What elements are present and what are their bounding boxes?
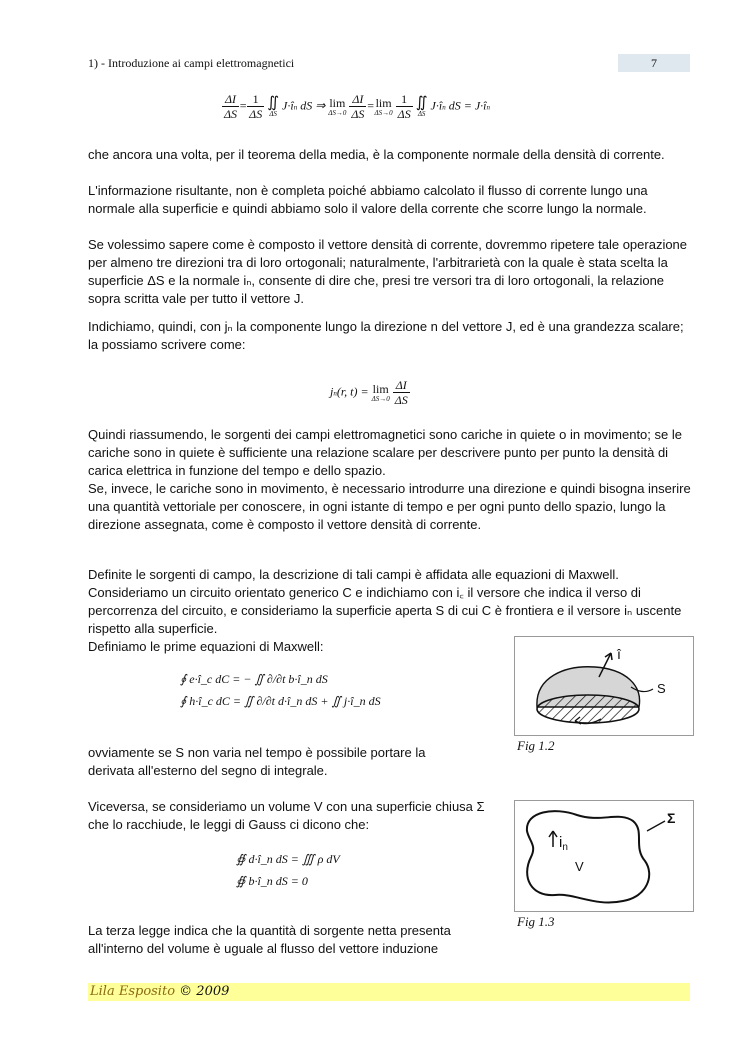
page-header <box>88 54 690 72</box>
equation-current-density: $\frac{\Delta I}{\Delta S}$ = $\frac{1}{\Delta S}$ ∬ ΔS J·în dS ⇒ lim ΔS→0 $\frac{\Delta I}{\Delta S}$ = lim ΔS→0 $\frac{1}{\Delta S}$ ∬ ΔS J·în dS = J·în <box>224 92 490 121</box>
maxwell-line-2: ∮ h·î_c dC = ∬ ∂/∂t d·î_n dS + ∬ j·î_n dS <box>180 694 381 708</box>
footer-copyright: © 2009 <box>179 984 230 999</box>
paragraph-8: Definiamo le prime equazioni di Maxwell: <box>88 639 324 654</box>
open-surface-diagram <box>515 637 693 735</box>
paragraph-3: Se volessimo sapere come è composto il vettore densità di corrente, dovremmo ripetere tale operazione per almeno tre direzioni tra di loro ortogonali; naturalmente, l'arbitrarietà con la quale è stata scelta la superficie ΔS e la normale iₙ, consente di dire che, presi tre versori tra di loro ortogonali, la relazione sopra scritta vale per tutto il vettore J. <box>88 237 688 306</box>
paragraph-11: La terza legge indica che la quantità di sorgente netta presenta all'interno del volume è uguale al flusso del vettore induzione <box>88 923 451 956</box>
paragraph-9: ovviamente se S non varia nel tempo è possibile portare la derivata all'esterno del segno di integrale. <box>88 745 426 778</box>
normal-versor-in-label: $i_n$ <box>559 834 568 853</box>
chapter-title: 1) - Introduzione ai campi elettromagnetici <box>88 56 295 70</box>
figure-1-2-caption: Fig 1.2 <box>517 738 555 753</box>
paragraph-10: Viceversa, se consideriamo un volume V con una superficie chiusa Σ che lo racchiude, le leggi di Gauss ci dicono che: <box>88 799 485 832</box>
paragraph-2: L'informazione risultante, non è completa poiché abbiamo calcolato il flusso di corrente lungo una normale alla superficie e quindi abbiamo solo il valore della corrente che scorre lungo la normale. <box>88 183 648 216</box>
paragraph-1: che ancora una volta, per il teorema della media, è la componente normale della densità di corrente. <box>88 147 665 162</box>
gauss-line-1: ∯ d·î_n dS = ∭ ρ dV <box>236 852 340 866</box>
page-number: 7 <box>618 54 690 72</box>
maxwell-line-1: ∮ e·î_c dC = − ∬ ∂/∂t b·î_n dS <box>180 672 328 686</box>
figure-1-3-caption: Fig 1.3 <box>517 914 555 929</box>
normal-versor-label: î <box>617 646 621 662</box>
closed-surface-diagram <box>515 801 693 911</box>
paragraph-7: Definite le sorgenti di campo, la descrizione di tali campi è affidata alle equazioni di Maxwell. Consideriamo un circuito orientato generico C e indichiamo con i꜀ il versore che indica il verso di percorrenza del circuito, e consideriamo la superficie aperta S di cui C è frontiera e il versore iₙ uscente rispetto alla superficie. <box>88 567 682 636</box>
page-footer <box>88 983 690 1001</box>
gauss-equations <box>236 848 340 892</box>
surface-label: S <box>657 681 666 696</box>
equation-jn: jn(r, t) = lim ΔS→0 $\frac{\Delta I}{\Delta S}$ <box>330 378 408 407</box>
gauss-line-2: ∯ b·î_n dS = 0 <box>236 874 308 888</box>
footer-author: Lila Esposito © 2009 <box>90 984 230 999</box>
figure-1-3 <box>514 800 694 912</box>
paragraph-5: Quindi riassumendo, le sorgenti dei campi elettromagnetici sono cariche in quiete o in movimento; se le cariche sono in quiete è sufficiente una relazione scalare per descrivere punto per punto la densità di carica elettrica in funzione del tempo e dello spazio. <box>88 427 682 478</box>
maxwell-equations <box>180 668 381 712</box>
paragraph-6: Se, invece, le cariche sono in movimento, è necessario introdurre una direzione e quindi bisogna inserire una quantità vettoriale per conoscere, in ogni istante di tempo e per ogni punto dello spazio, lungo la direzione assegnata, come è composto il vettore densità di corrente. <box>88 481 691 532</box>
sigma-label: Σ <box>667 810 676 826</box>
volume-label: V <box>575 859 584 874</box>
figure-1-2 <box>514 636 694 736</box>
paragraph-4: Indichiamo, quindi, con jₙ la componente lungo la direzione n del vettore J, ed è una grandezza scalare; la possiamo scrivere come: <box>88 319 684 352</box>
